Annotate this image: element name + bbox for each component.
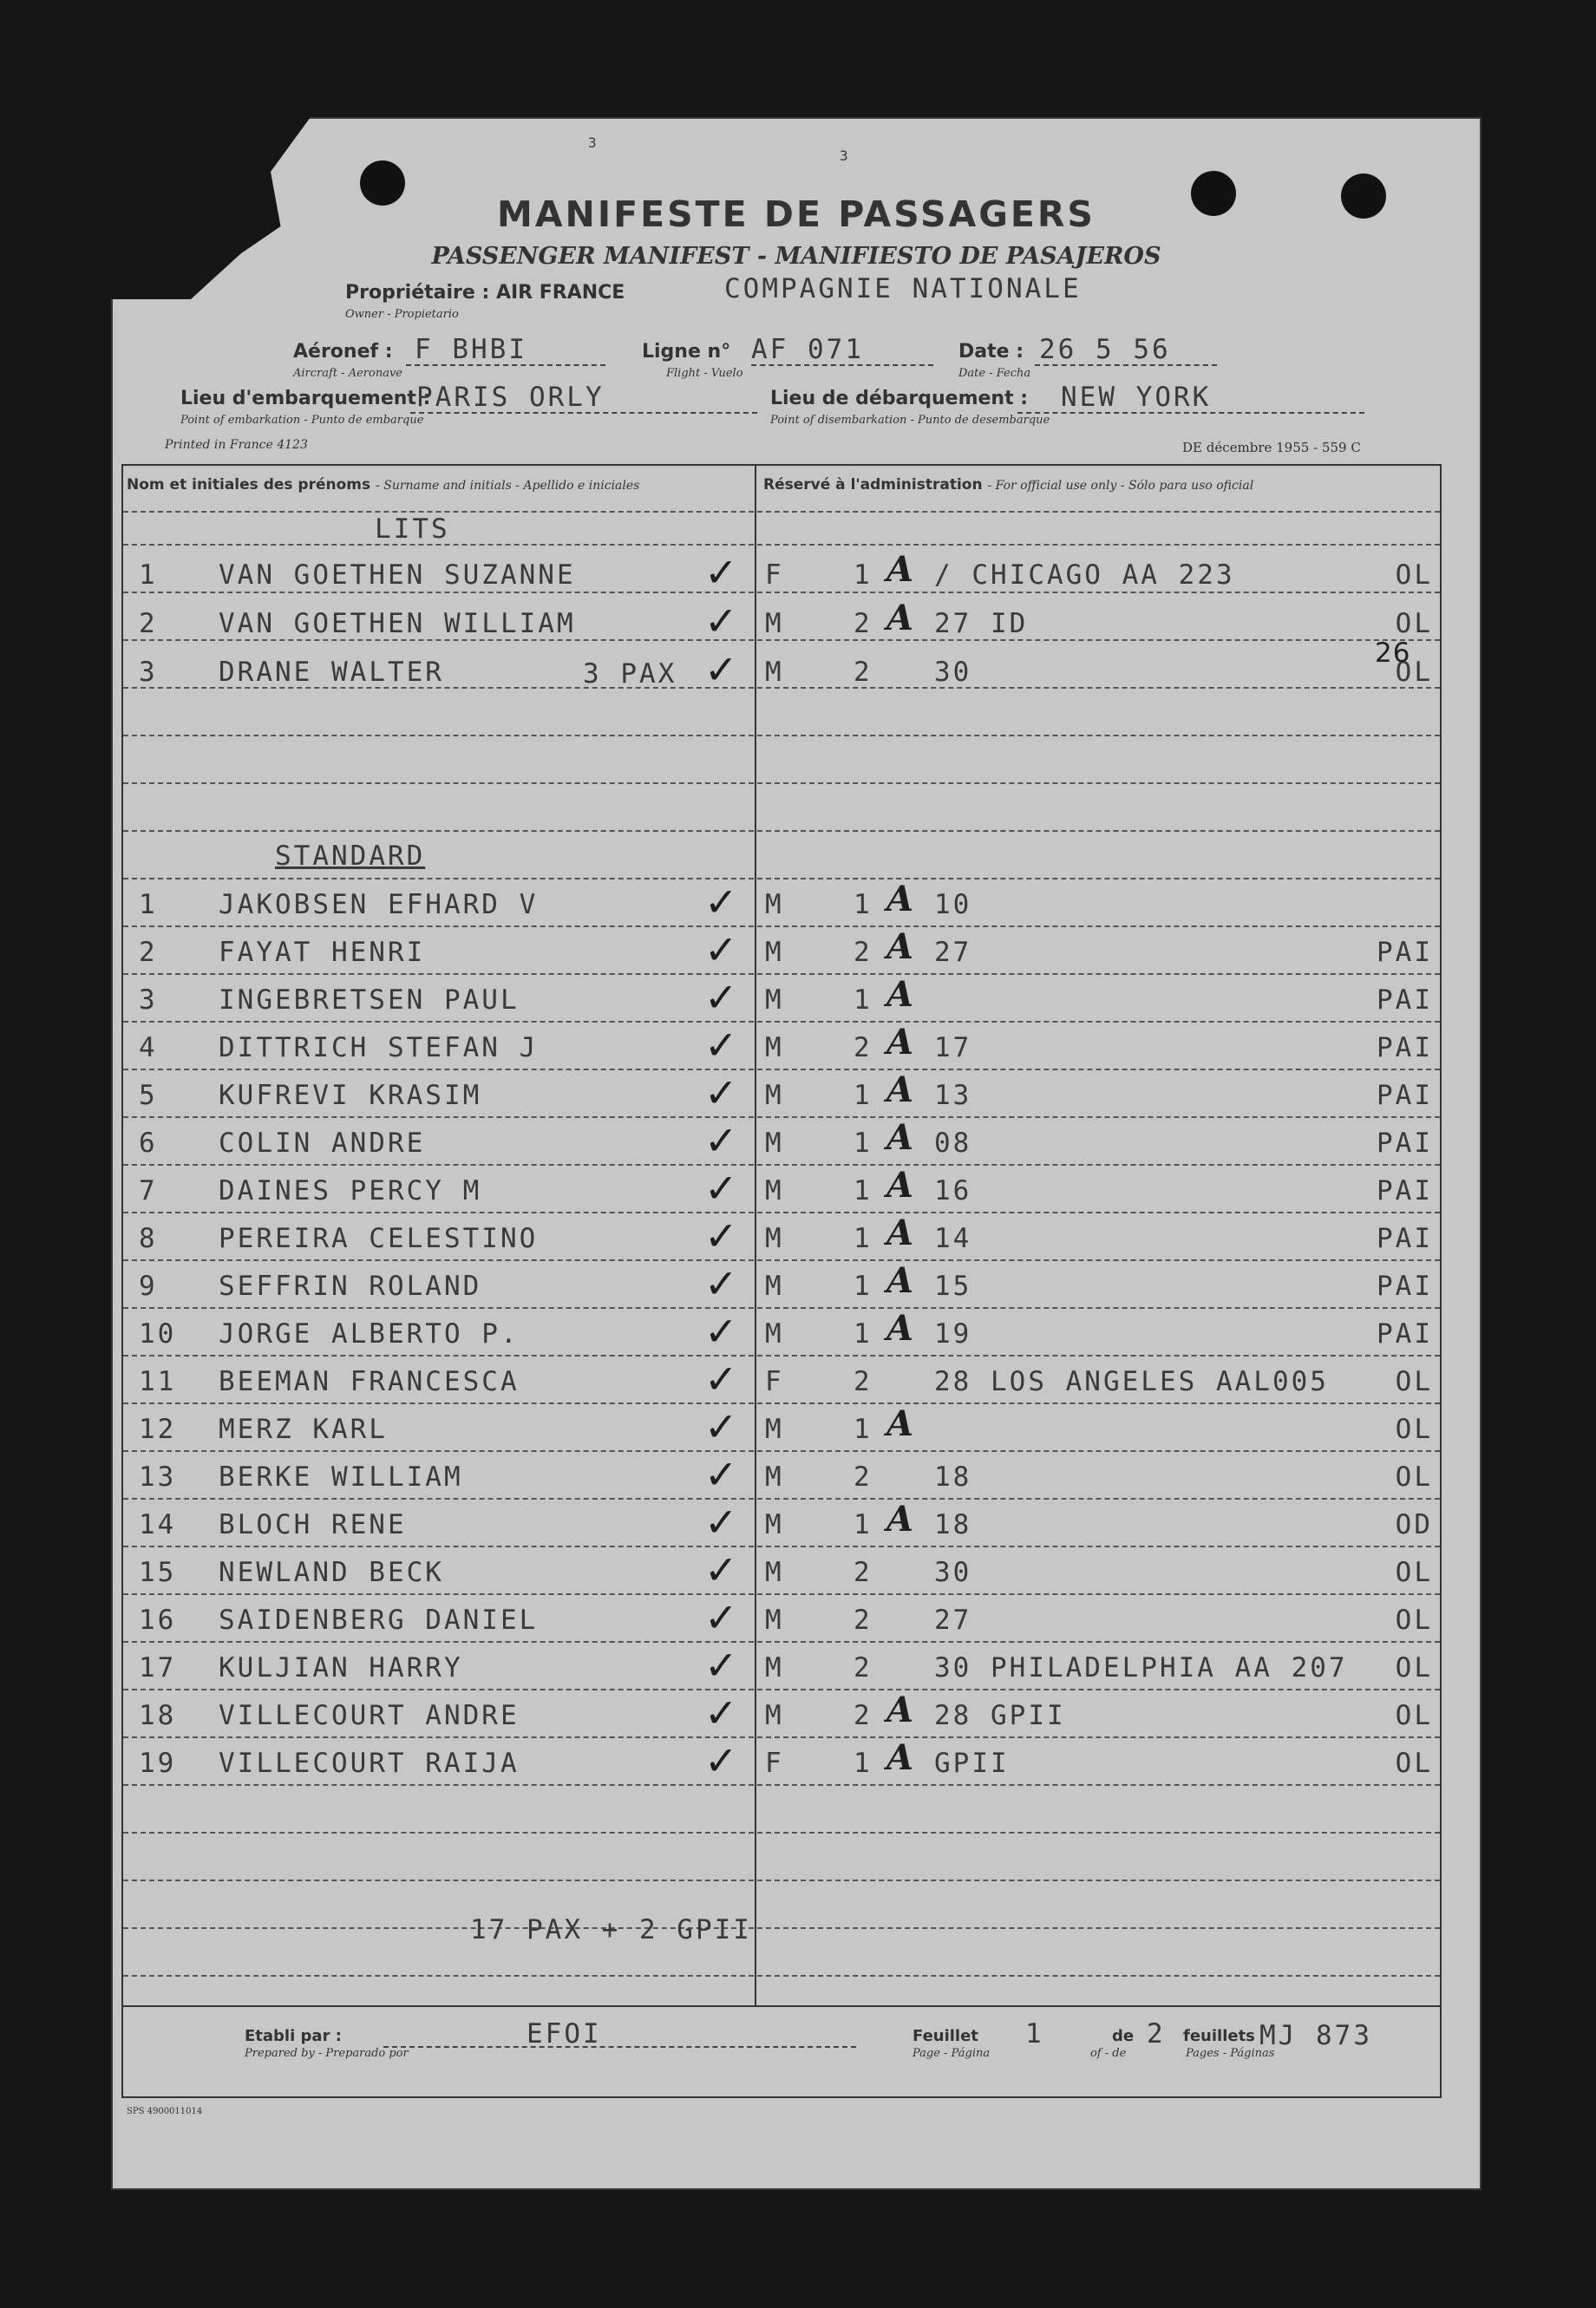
handwritten-mark: A <box>886 1260 914 1301</box>
status-code: PAI <box>1377 984 1433 1016</box>
admin-info: 15 <box>934 1271 972 1302</box>
owner-label: Propriétaire : AIR FRANCE <box>345 282 625 304</box>
ruled-line <box>123 1307 1440 1310</box>
aircraft-sub: Aircraft - Aeronave <box>293 367 402 380</box>
admin-info: 27 <box>934 1605 972 1636</box>
check-mark: ✓ <box>704 1737 738 1784</box>
check-mark: ✓ <box>704 1642 738 1689</box>
passenger-name: MERZ KARL <box>219 1414 388 1445</box>
owner-value: COMPAGNIE NATIONALE <box>724 273 1082 304</box>
prepared-sub: Prepared by - Preparado por <box>245 2047 409 2060</box>
admin-info: 28 GPII <box>934 1700 1066 1731</box>
admin-info: 30 <box>934 1557 972 1588</box>
ruled-line <box>123 639 1440 642</box>
flight-sub: Flight - Vuelo <box>666 367 743 380</box>
admin-info: 27 ID <box>934 608 1029 639</box>
handwritten-mark: A <box>886 1499 914 1540</box>
ruled-line <box>123 925 1440 928</box>
aircraft-label: Aéronef : <box>293 341 393 363</box>
sex-code: M <box>765 1223 784 1254</box>
sheet-label: Feuillet <box>912 2027 978 2045</box>
check-mark: ✓ <box>704 1165 738 1212</box>
standard-total: 17 PAX + 2 GPII <box>470 1914 752 1945</box>
ruled-line <box>123 1736 1440 1739</box>
lits-note: 26 <box>1375 637 1411 669</box>
row-number: 16 <box>139 1605 177 1636</box>
sex-code: M <box>765 1461 784 1493</box>
ruled-line <box>123 1832 1440 1834</box>
passenger-name: DRANE WALTER <box>219 657 444 688</box>
passenger-name: INGEBRETSEN PAUL <box>219 984 520 1016</box>
sex-code: M <box>765 608 784 639</box>
class-code: 2 <box>854 1652 873 1684</box>
passenger-name: VILLECOURT RAIJA <box>219 1748 520 1779</box>
passenger-name: BEEMAN FRANCESCA <box>219 1366 520 1397</box>
status-code: OL <box>1395 1605 1433 1636</box>
handwritten-mark: A <box>886 1403 914 1444</box>
form-code: DE décembre 1955 - 559 C <box>1182 440 1361 455</box>
row-number: 3 <box>139 657 158 688</box>
ruled-line <box>123 1259 1440 1262</box>
admin-info: 19 <box>934 1318 972 1350</box>
admin-info: 18 <box>934 1509 972 1540</box>
class-code: 1 <box>854 1748 873 1779</box>
sex-code: M <box>765 1509 784 1540</box>
status-code: OL <box>1395 1700 1433 1731</box>
handwritten-mark: A <box>886 1213 914 1253</box>
status-code: PAI <box>1377 1223 1433 1254</box>
embark-value: PARIS ORLY <box>416 382 605 413</box>
ruled-line <box>123 1164 1440 1167</box>
passenger-name: COLIN ANDRE <box>219 1128 426 1159</box>
passenger-name: NEWLAND BECK <box>219 1557 444 1588</box>
ruled-line <box>123 1021 1440 1023</box>
passenger-name: VAN GOETHEN SUZANNE <box>219 559 576 591</box>
sex-code: M <box>765 1128 784 1159</box>
row-number: 1 <box>139 889 158 920</box>
ruled-line <box>123 1975 1440 1978</box>
passenger-name: JAKOBSEN EFHARD V <box>219 889 539 920</box>
class-code: 2 <box>854 937 873 968</box>
status-code: OL <box>1395 608 1433 639</box>
col-head-admin-sub: - For official use only - Sólo para uso oficial <box>987 479 1254 493</box>
check-mark: ✓ <box>704 1069 738 1116</box>
admin-info: 30 PHILADELPHIA AA 207 <box>934 1652 1348 1684</box>
ruled-line <box>123 1546 1440 1548</box>
row-number: 11 <box>139 1366 177 1397</box>
check-mark: ✓ <box>704 1308 738 1355</box>
fill-line <box>410 412 757 414</box>
passenger-name: DAINES PERCY M <box>219 1175 482 1206</box>
check-mark: ✓ <box>704 1499 738 1546</box>
row-number: 2 <box>139 608 158 639</box>
ruled-line <box>123 1880 1440 1882</box>
passenger-name: DITTRICH STEFAN J <box>219 1032 539 1063</box>
printed-note: Printed in France 4123 <box>165 438 308 452</box>
status-code: OL <box>1395 1652 1433 1684</box>
ruled-line <box>123 878 1440 880</box>
row-number: 8 <box>139 1223 158 1254</box>
check-mark: ✓ <box>704 879 738 925</box>
class-code: 1 <box>854 1509 873 1540</box>
class-code: 1 <box>854 1080 873 1111</box>
col-head-admin-text: Réservé à l'administration <box>763 476 983 494</box>
class-code: 1 <box>854 1175 873 1206</box>
status-code: PAI <box>1377 1175 1433 1206</box>
check-mark: ✓ <box>704 1260 738 1307</box>
row-number: 12 <box>139 1414 177 1445</box>
class-code: 2 <box>854 657 873 688</box>
sex-code: M <box>765 1271 784 1302</box>
sheets-sub: Pages - Páginas <box>1186 2047 1275 2060</box>
ruled-line <box>123 1927 1440 1930</box>
col-head-admin <box>763 476 1253 494</box>
row-number: 18 <box>139 1700 177 1731</box>
check-mark: ✓ <box>704 1690 738 1736</box>
handwritten-mark: A <box>886 879 914 919</box>
admin-info: GPII <box>934 1748 1010 1779</box>
row-number: 17 <box>139 1652 177 1684</box>
sex-code: M <box>765 889 784 920</box>
sheet-sub: Page - Página <box>912 2047 991 2060</box>
admin-info: 16 <box>934 1175 972 1206</box>
class-code: 1 <box>854 984 873 1016</box>
sex-code: M <box>765 1652 784 1684</box>
page-subtitle: PASSENGER MANIFEST - MANIFIESTO DE PASAJEROS <box>431 243 1161 270</box>
fill-line <box>1035 364 1217 366</box>
status-code: OD <box>1395 1509 1433 1540</box>
ruled-line <box>123 1116 1440 1119</box>
row-number: 7 <box>139 1175 158 1206</box>
tiny-print: SPS 4900011014 <box>127 2107 203 2116</box>
check-mark: ✓ <box>704 926 738 973</box>
passenger-name: VAN GOETHEN WILLIAM <box>219 608 576 639</box>
status-code: OL <box>1395 1366 1433 1397</box>
class-code: 2 <box>854 1032 873 1063</box>
class-code: 1 <box>854 1318 873 1350</box>
ruled-line <box>123 544 1440 546</box>
class-code: 2 <box>854 608 873 639</box>
check-mark: ✓ <box>704 1594 738 1641</box>
admin-info: 30 <box>934 657 972 688</box>
row-number: 14 <box>139 1509 177 1540</box>
of-sub: of - de <box>1090 2047 1127 2060</box>
admin-info: 28 LOS ANGELES AAL005 <box>934 1366 1329 1397</box>
admin-info: / CHICAGO AA 223 <box>934 559 1235 591</box>
sex-code: M <box>765 1032 784 1063</box>
class-code: 1 <box>854 889 873 920</box>
embark-label: Lieu d'embarquement : <box>180 388 431 409</box>
disembark-sub: Point of disembarkation - Punto de desembarque <box>770 414 1050 427</box>
sex-code: M <box>765 1605 784 1636</box>
ruled-line <box>123 782 1440 785</box>
class-code: 1 <box>854 1414 873 1445</box>
status-code: OL <box>1395 1557 1433 1588</box>
check-mark: ✓ <box>704 598 738 644</box>
sex-code: F <box>765 559 784 591</box>
date-value: 26 5 56 <box>1039 334 1171 365</box>
status-code: OL <box>1395 1748 1433 1779</box>
flight-value: AF 071 <box>751 334 864 365</box>
of-num: 2 <box>1147 2018 1166 2050</box>
owner-sub: Owner - Propietario <box>345 308 459 321</box>
sex-code: M <box>765 1080 784 1111</box>
check-mark: ✓ <box>704 1451 738 1498</box>
sex-code: M <box>765 1700 784 1731</box>
class-code: 2 <box>854 1700 873 1731</box>
check-mark: ✓ <box>704 1213 738 1259</box>
sex-code: M <box>765 1318 784 1350</box>
col-head-name <box>127 476 639 494</box>
status-code: PAI <box>1377 1318 1433 1350</box>
section-label-lits: LITS <box>375 513 450 545</box>
stamp-number: MJ 873 <box>1259 2020 1372 2051</box>
handwritten-mark: A <box>886 1308 914 1349</box>
handwritten-mark: A <box>886 1737 914 1778</box>
admin-info: 18 <box>934 1461 972 1493</box>
ruled-line <box>123 1450 1440 1453</box>
corner-mark: 3 <box>840 147 851 164</box>
passenger-name: PEREIRA CELESTINO <box>219 1223 539 1254</box>
ruled-line <box>123 1689 1440 1691</box>
class-code: 2 <box>854 1605 873 1636</box>
manifest-sheet <box>111 117 1482 2190</box>
ruled-line <box>123 1069 1440 1071</box>
passenger-name: VILLECOURT ANDRE <box>219 1700 520 1731</box>
ruled-line <box>123 1593 1440 1596</box>
passenger-name: SAIDENBERG DANIEL <box>219 1605 539 1636</box>
class-code: 2 <box>854 1366 873 1397</box>
check-mark: ✓ <box>704 1356 738 1402</box>
prepared-value: EFOI <box>527 2018 602 2050</box>
aircraft-value: F BHBI <box>415 334 527 365</box>
sex-code: M <box>765 1414 784 1445</box>
check-mark: ✓ <box>704 1117 738 1164</box>
passenger-name: BERKE WILLIAM <box>219 1461 463 1493</box>
check-mark: ✓ <box>704 646 738 693</box>
class-code: 1 <box>854 1223 873 1254</box>
embark-sub: Point of embarkation - Punto de embarque <box>180 414 424 427</box>
sheets-label: feuillets <box>1183 2027 1255 2045</box>
ruled-line <box>123 830 1440 833</box>
status-code: PAI <box>1377 1271 1433 1302</box>
handwritten-mark: A <box>886 1690 914 1730</box>
admin-info: 13 <box>934 1080 972 1111</box>
check-mark: ✓ <box>704 1022 738 1069</box>
status-code: OL <box>1395 1414 1433 1445</box>
passenger-name: JORGE ALBERTO P. <box>219 1318 520 1350</box>
passenger-name: BLOCH RENE <box>219 1509 407 1540</box>
row-number: 6 <box>139 1128 158 1159</box>
class-code: 1 <box>854 559 873 591</box>
check-mark: ✓ <box>704 1403 738 1450</box>
row-number: 5 <box>139 1080 158 1111</box>
fill-line <box>751 364 933 366</box>
status-code: PAI <box>1377 937 1433 968</box>
check-mark: ✓ <box>704 1546 738 1593</box>
footer-divider <box>123 2005 1440 2007</box>
ruled-line <box>123 735 1440 737</box>
class-code: 2 <box>854 1461 873 1493</box>
ruled-line <box>123 1641 1440 1644</box>
prepared-label: Etabli par : <box>245 2027 342 2045</box>
ruled-line <box>123 1784 1440 1787</box>
admin-info: 10 <box>934 889 972 920</box>
sex-code: F <box>765 1748 784 1779</box>
passenger-name: KUFREVI KRASIM <box>219 1080 482 1111</box>
lits-total: 3 PAX <box>583 658 677 690</box>
class-code: 1 <box>854 1271 873 1302</box>
status-code: PAI <box>1377 1128 1433 1159</box>
of-label: de <box>1112 2027 1135 2045</box>
admin-info: 17 <box>934 1032 972 1063</box>
handwritten-mark: A <box>886 1069 914 1110</box>
corner-mark: 3 <box>588 134 599 151</box>
sex-code: F <box>765 1366 784 1397</box>
handwritten-mark: A <box>886 1165 914 1206</box>
ruled-line <box>123 1355 1440 1357</box>
fill-line <box>1017 412 1364 414</box>
row-number: 10 <box>139 1318 177 1350</box>
row-number: 19 <box>139 1748 177 1779</box>
flight-label: Ligne n° <box>642 341 731 363</box>
date-label: Date : <box>958 341 1024 363</box>
handwritten-mark: A <box>886 1117 914 1158</box>
status-code: OL <box>1395 1461 1433 1493</box>
class-code: 1 <box>854 1128 873 1159</box>
handwritten-mark: A <box>886 926 914 967</box>
column-divider <box>755 466 756 2005</box>
row-number: 9 <box>139 1271 158 1302</box>
section-label-standard: STANDARD <box>275 840 426 872</box>
sex-code: M <box>765 984 784 1016</box>
page-title: MANIFESTE DE PASSAGERS <box>497 193 1096 235</box>
admin-info: 14 <box>934 1223 972 1254</box>
sheet-num: 1 <box>1025 2018 1044 2050</box>
row-number: 1 <box>139 559 158 591</box>
handwritten-mark: A <box>886 1022 914 1062</box>
passenger-name: KULJIAN HARRY <box>219 1652 463 1684</box>
ruled-line <box>123 511 1440 513</box>
fill-line <box>406 364 605 366</box>
sex-code: M <box>765 657 784 688</box>
handwritten-mark: A <box>886 974 914 1015</box>
passenger-name: FAYAT HENRI <box>219 937 426 968</box>
ruled-line <box>123 973 1440 976</box>
class-code: 2 <box>854 1557 873 1588</box>
ruled-line <box>123 1212 1440 1214</box>
row-number: 2 <box>139 937 158 968</box>
row-number: 13 <box>139 1461 177 1493</box>
check-mark: ✓ <box>704 549 738 596</box>
handwritten-mark: A <box>886 549 914 590</box>
sex-code: M <box>765 1175 784 1206</box>
admin-info: 27 <box>934 937 972 968</box>
row-number: 15 <box>139 1557 177 1588</box>
disembark-value: NEW YORK <box>1061 382 1212 413</box>
date-sub: Date - Fecha <box>958 367 1031 380</box>
col-head-name-text: Nom et initiales des prénoms <box>127 476 371 494</box>
row-number: 3 <box>139 984 158 1016</box>
disembark-label: Lieu de débarquement : <box>770 388 1029 409</box>
handwritten-mark: A <box>886 598 914 638</box>
ruled-line <box>123 1498 1440 1501</box>
row-number: 4 <box>139 1032 158 1063</box>
passenger-table <box>121 464 1442 2098</box>
sex-code: M <box>765 1557 784 1588</box>
col-head-name-sub: - Surname and initials - Apellido e iniciales <box>376 479 640 493</box>
ruled-line <box>123 592 1440 594</box>
admin-info: 08 <box>934 1128 972 1159</box>
sex-code: M <box>765 937 784 968</box>
status-code: OL <box>1395 559 1433 591</box>
status-code: PAI <box>1377 1080 1433 1111</box>
check-mark: ✓ <box>704 974 738 1021</box>
fill-line <box>383 2046 856 2048</box>
status-code: OL <box>1395 657 1433 688</box>
ruled-line <box>123 1402 1440 1405</box>
passenger-name: SEFFRIN ROLAND <box>219 1271 482 1302</box>
status-code: PAI <box>1377 1032 1433 1063</box>
